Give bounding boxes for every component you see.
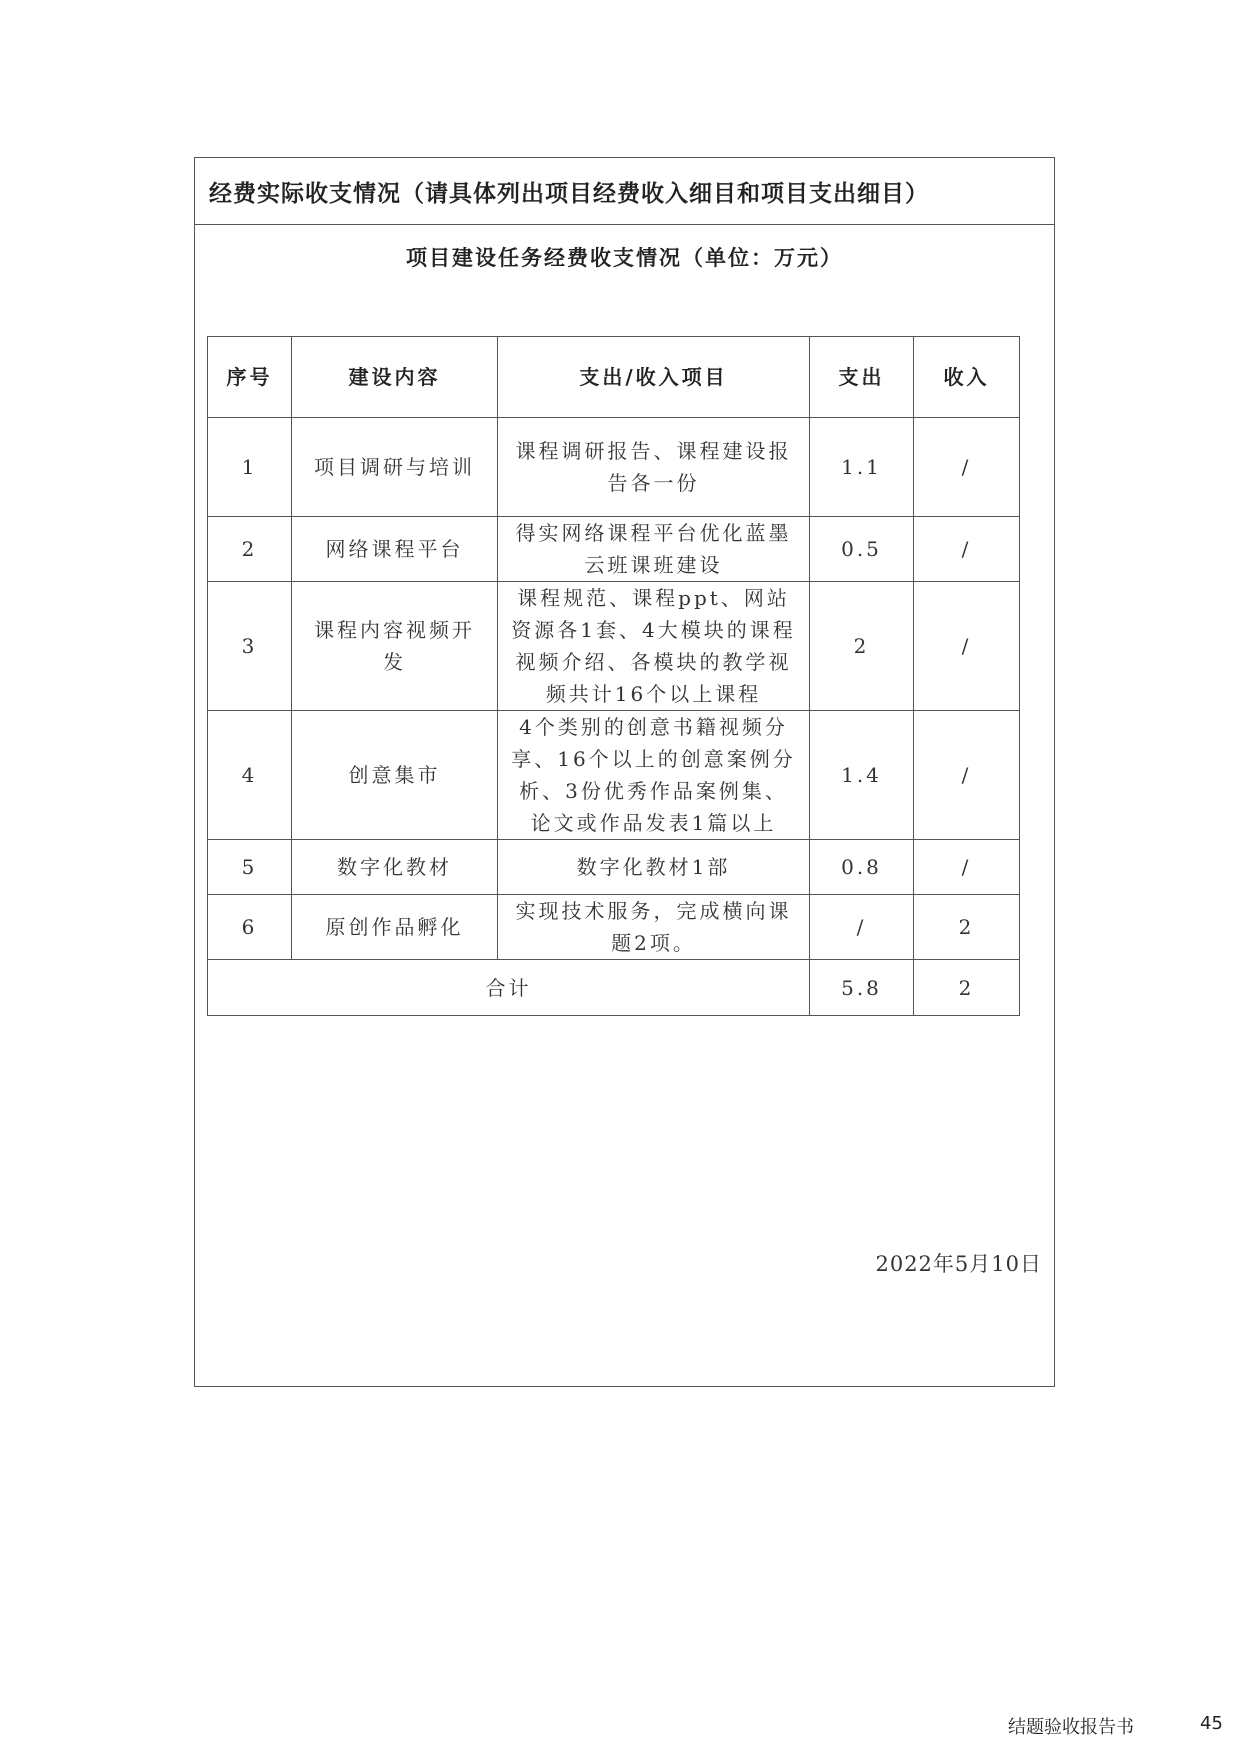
row-expense: 2 — [810, 582, 914, 711]
row-content: 网络课程平台 — [292, 517, 498, 582]
row-income: / — [914, 418, 1020, 517]
row-no: 2 — [208, 517, 292, 582]
total-expense: 5.8 — [810, 960, 914, 1016]
total-income: 2 — [914, 960, 1020, 1016]
footer-title: 结题验收报告书 — [1008, 1717, 1134, 1738]
row-item: 得实网络课程平台优化蓝墨云班课班建设 — [498, 517, 810, 582]
row-content: 创意集市 — [292, 711, 498, 840]
row-item: 4个类别的创意书籍视频分享、16个以上的创意案例分析、3份优秀作品案例集、论文或作品发表1篇以上 — [498, 711, 810, 840]
row-item: 实现技术服务，完成横向课题2项。 — [498, 895, 810, 960]
row-content: 原创作品孵化 — [292, 895, 498, 960]
row-income: / — [914, 840, 1020, 895]
total-label: 合计 — [208, 960, 810, 1016]
table-row — [208, 517, 1020, 582]
row-no: 5 — [208, 840, 292, 895]
row-no: 4 — [208, 711, 292, 840]
row-expense: 0.5 — [810, 517, 914, 582]
table-row — [208, 895, 1020, 960]
row-item: 课程调研报告、课程建设报告各一份 — [498, 418, 810, 517]
row-income: 2 — [914, 895, 1020, 960]
col-header-income: 收入 — [914, 337, 1020, 418]
table-title: 项目建设任务经费收支情况（单位：万元） — [406, 246, 843, 270]
col-header-no: 序号 — [208, 337, 292, 418]
page-number: 45 — [1200, 1713, 1223, 1734]
table-row — [208, 582, 1020, 711]
row-expense: 1.1 — [810, 418, 914, 517]
table-row — [208, 418, 1020, 517]
funding-section — [194, 157, 1055, 1387]
col-header-expense: 支出 — [810, 337, 914, 418]
row-income: / — [914, 711, 1020, 840]
table-row — [208, 840, 1020, 895]
budget-table — [207, 336, 1020, 1016]
row-no: 6 — [208, 895, 292, 960]
row-content: 数字化教材 — [292, 840, 498, 895]
row-expense: 0.8 — [810, 840, 914, 895]
section-header: 经费实际收支情况（请具体列出项目经费收入细目和项目支出细目） — [195, 158, 1054, 225]
row-expense: / — [810, 895, 914, 960]
total-row — [208, 960, 1020, 1016]
row-content: 课程内容视频开发 — [292, 582, 498, 711]
row-content: 项目调研与培训 — [292, 418, 498, 517]
row-no: 1 — [208, 418, 292, 517]
row-no: 3 — [208, 582, 292, 711]
row-item: 数字化教材1部 — [498, 840, 810, 895]
col-header-content: 建设内容 — [292, 337, 498, 418]
row-expense: 1.4 — [810, 711, 914, 840]
table-header-row — [208, 337, 1020, 418]
table-row — [208, 711, 1020, 840]
row-item: 课程规范、课程ppt、网站资源各1套、4大模块的课程视频介绍、各模块的教学视频共计16个以上课程 — [498, 582, 810, 711]
report-date: 2022年5月10日 — [875, 1252, 1042, 1276]
row-income: / — [914, 582, 1020, 711]
col-header-item: 支出/收入项目 — [498, 337, 810, 418]
row-income: / — [914, 517, 1020, 582]
